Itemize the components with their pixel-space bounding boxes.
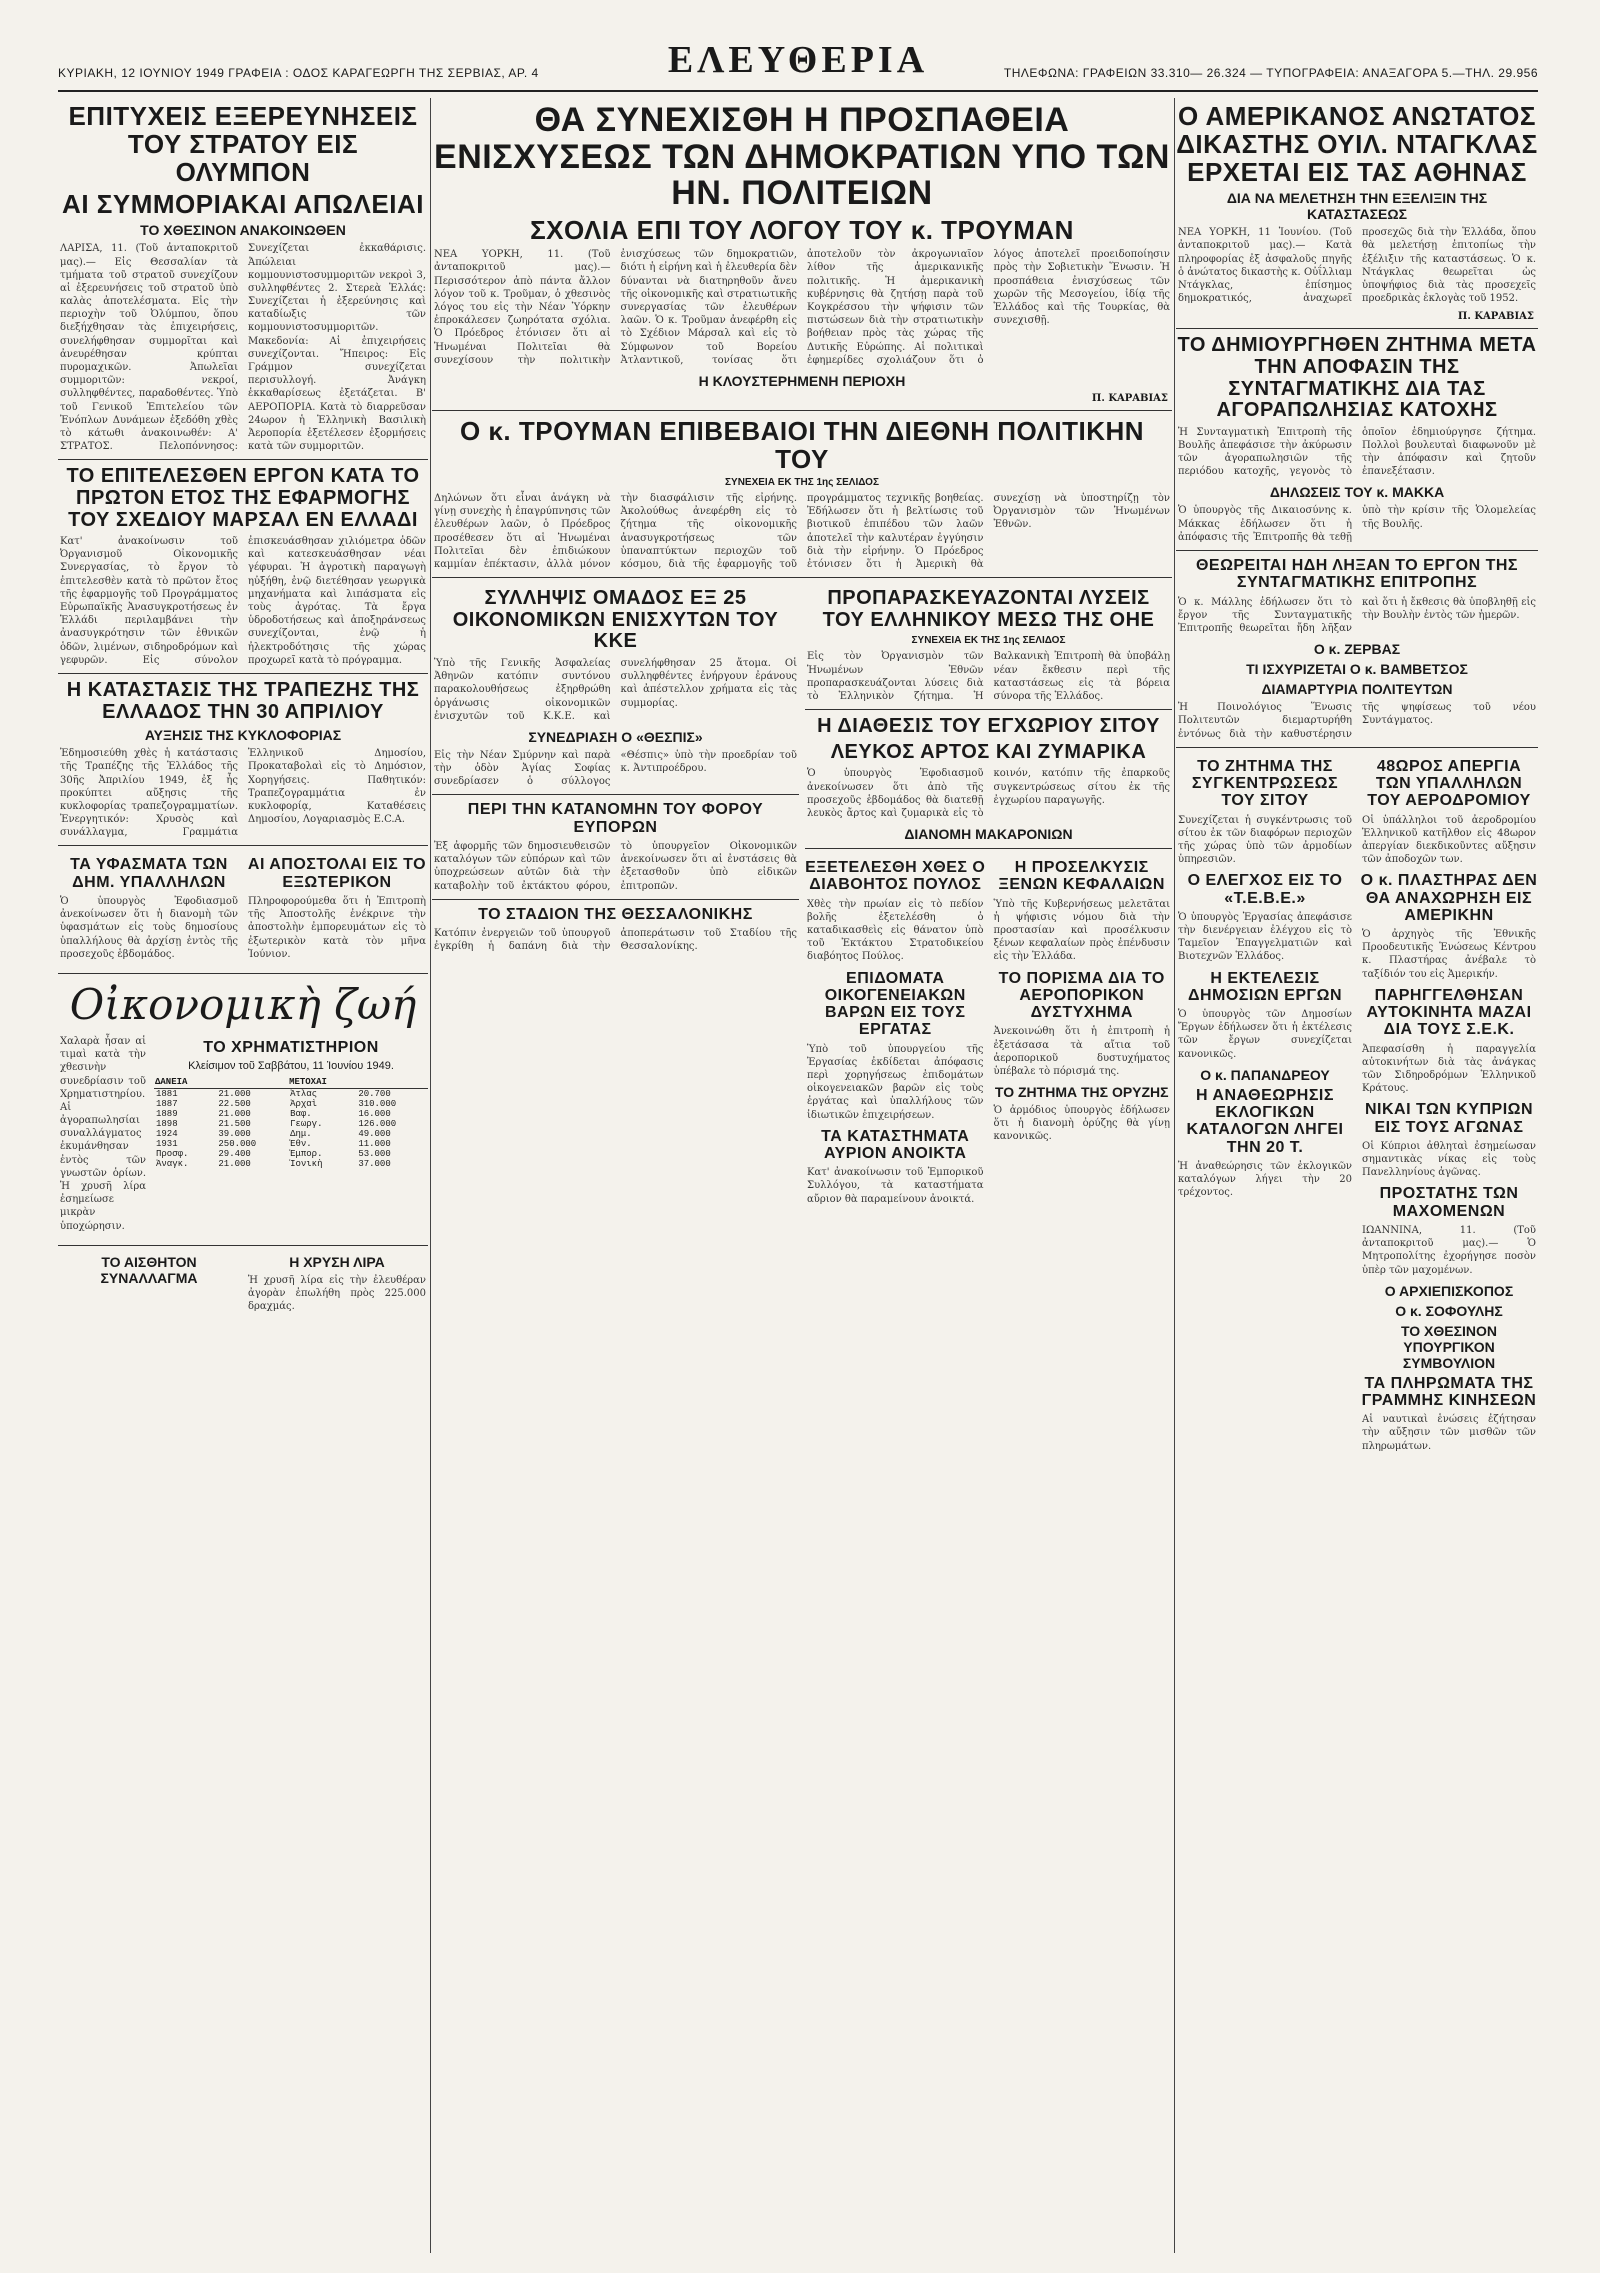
divider <box>432 410 1172 411</box>
divider <box>58 459 428 460</box>
article-text: Ὁ ὑπουργὸς Ἐφοδιασμοῦ ἀνεκοίνωσεν ὅτι ἀπὸ τῆς προσεχοῦς ἑβδομάδος θὰ διατεθῇ λευκὸς ἄρτος καὶ ζυμαρικὰ εἰς τὸ κοινόν, κατόπιν τῆς ἐπαρκοῦς συγκεντρώσεως σίτου ἐκ τῆς ἐγχωρίου παραγωγῆς. <box>807 768 1170 819</box>
masthead <box>58 38 1538 92</box>
article-text: Ὁ ἀρχηγὸς τῆς Ἐθνικῆς Προοδευτικῆς Ἑνώσεως Κέντρου κ. Πλαστήρας ἀνέβαλε τὸ ταξίδιόν του εἰς Ἀμερικήν. <box>1362 929 1536 980</box>
table-cell: Ἐθν. <box>290 1139 312 1150</box>
table-cell: 22.500 <box>218 1099 251 1110</box>
table-cell: 21.500 <box>218 1119 251 1130</box>
table-cell: Ἀρχαὶ <box>290 1099 318 1110</box>
article-text: ΝΕΑ ΥΟΡΚΗ, 11. (Τοῦ ἀνταποκριτοῦ μας).— Περισσότερον ἀπὸ πάντα ἄλλον λόγον τοῦ κ. Τροῦμαν, ὁ χθεσινὸς λόγος του εἰς τὴν Νέαν Ὑόρκην ἐπροκάλεσεν ζωηρότατα σχόλια. Ὁ Πρόεδρος ἐτόνισεν ὅτι αἱ Ἡνωμέναι Πολιτεῖαι θὰ συνεχίσουν τὴν πολιτικὴν ἐνισχύσεως τῶν δημοκρατιῶν, διότι ἡ εἰρήνη καὶ ἡ ἐλευθερία δὲν δύνανται νὰ διατηρηθοῦν ἄνευ τῆς οἰκονομικῆς καὶ στρατιωτικῆς συνεργασίας τῶν ἐλευθέρων λαῶν. Ὁ κ. Τροῦμαν ἀνεφέρθη εἰς τὸ Σχέδιον Μάρσαλ καὶ εἰς τὸ Σύμφωνον τοῦ Βορείου Ἀτλαντικοῦ, τονίσας ὅτι ἀποτελοῦν τὸν ἀκρογωνιαῖον λίθον τῆς ἀμερικανικῆς πολιτικῆς. Ἡ ἀμερικανικὴ κυβέρνησις θὰ ζητήσῃ παρὰ τοῦ Κογκρέσσου τὴν ψήφισιν τῶν πιστώσεων διὰ τὴν στρατιωτικὴν βοήθειαν πρὸς τὰς χώρας τῆς Δυτικῆς Εὐρώπης. Αἱ πολιτικαὶ ἐφημερίδες σχολιάζουν ὅτι ὁ λόγος ἀποτελεῖ προειδοποίησιν πρὸς τὴν Σοβιετικὴν Ἕνωσιν. Ἡ προσπάθεια ἐνισχύσεως τῶν χωρῶν τῆς Μεσογείου, ἰδίᾳ τῆς Ἑλλάδος καὶ τῆς Τουρκίας, θὰ συνεχισθῇ. <box>434 249 1170 366</box>
table-cell: 16.000 <box>358 1109 391 1120</box>
article-text: Ἀπεφασίσθη ἡ παραγγελία αὐτοκινήτων διὰ τὰς ἀνάγκας τῶν Σιδηροδρόμων Ἑλληνικοῦ Κράτους. <box>1362 1043 1536 1095</box>
table-cell: 1924 <box>156 1129 178 1140</box>
headline: Η ΕΚΤΕΛΕΣΙΣ ΔΗΜΟΣΙΩΝ ΕΡΓΩΝ <box>1187 969 1343 1004</box>
divider <box>1176 747 1538 748</box>
headline: ΤΟ ΔΗΜΙΟΥΡΓΗΘΕΝ ΖΗΤΗΜΑ ΜΕΤΑ ΤΗΝ ΑΠΟΦΑΣΙΝ ΤΗΣ ΣΥΝΤΑΓΜΑΤΙΚΗΣ ΔΙΑ ΤΑΣ ΑΓΟΡΑΠΩΛΗΣΙΑΣ ΚΑΤΟΧΗΣ <box>1177 334 1537 422</box>
divider <box>432 899 799 900</box>
article-text: Ὑπὸ τῆς Κυβερνήσεως μελετᾶται ἡ ψήφισις νόμου διὰ τὴν προστασίαν καὶ προσέλκυσιν ξένων κεφαλαίων πρὸς ἐπένδυσιν εἰς τὴν Ἑλλάδα. <box>993 898 1170 963</box>
dual-article-row <box>1176 754 1538 1459</box>
article-text: Ἡ Ποινολόγιος Ἕνωσις Πολιτευτῶν διεμαρτυρήθη ἐντόνως διὰ τὴν καθυστέρησιν τῆς ψηφίσεως τοῦ νέου Συντάγματος. <box>1178 702 1536 740</box>
table-header-row <box>154 1076 428 1089</box>
article-text: Συνεχίζεται ἡ συγκέντρωσις τοῦ σίτου ἐκ τῶν διαφόρων περιοχῶν τῆς χώρας ὑπὸ τῶν ἀρμοδίων ὑπηρεσιῶν. <box>1178 814 1352 866</box>
table-row <box>154 1159 428 1169</box>
divider <box>805 848 1172 849</box>
headline: ΛΕΥΚΟΣ ΑΡΤΟΣ ΚΑΙ ΖΥΜΑΡΙΚΑ <box>830 740 1147 763</box>
subheadline: ΑΥΞΗΣΙΣ ΤΗΣ ΚΥΚΛΟΦΟΡΙΑΣ <box>144 727 342 744</box>
table-cell: 39.000 <box>218 1129 251 1140</box>
column-center <box>432 98 1172 2253</box>
subheadline: Ο κ. ΣΟΦΟΥΛΗΣ <box>1395 1302 1503 1319</box>
article-text: Ὁ ὑπουργὸς τῆς Δικαιοσύνης κ. Μάκκας ἐδήλωσεν ὅτι ἡ ἀπόφασις τῆς Ἐπιτροπῆς θὰ τεθῇ ὑπὸ τὴν κρίσιν τῆς Ὁλομελείας τῆς Βουλῆς. <box>1178 505 1536 543</box>
article-text: Οἱ Κύπριοι ἀθληταὶ ἐσημείωσαν σημαντικὰς νίκας εἰς τοὺς Πανελληνίους ἀγῶνας. <box>1362 1140 1536 1179</box>
headline: Η ΑΝΑΘΕΩΡΗΣΙΣ ΕΚΛΟΓΙΚΩΝ ΚΑΤΑΛΟΓΩΝ ΛΗΓΕΙ ΤΗΝ 20 Τ. <box>1186 1086 1344 1156</box>
table-row <box>154 1119 428 1129</box>
article-text: Ὁ κ. Μάλλης ἐδήλωσεν ὅτι τὸ ἔργον τῆς Συνταγματικῆς Ἐπιτροπῆς θεωρεῖται ἤδη λῆξαν καὶ ὅτι ἡ ἔκθεσις θὰ ὑποβληθῇ εἰς τὴν Βουλὴν ἐντὸς τῶν ἡμερῶν. <box>1178 596 1536 634</box>
article-text: Κατ' ἀνακοίνωσιν τοῦ Ἐμπορικοῦ Συλλόγου, τὰ καταστήματα αὔριον θὰ παραμείνουν ἀνοικτά. <box>807 1167 984 1205</box>
headline: Η ΠΡΟΣΕΛΚΥΣΙΣ ΞΕΝΩΝ ΚΕΦΑΛΑΙΩΝ <box>998 859 1165 894</box>
article-text: Κατ' ἀνακοίνωσιν τοῦ Ὀργανισμοῦ Οἰκονομικῆς Συνεργασίας, τὸ ἔργον τὸ ἐπιτελεσθὲν κατὰ τὸ πρῶτον ἔτος τῆς ἐφαρμογῆς τοῦ Προγράμματος Εὐρωπαϊκῆς Ἀνασυγκροτήσεως ἐν Ἑλλάδι περιλαμβάνει τὴν ἀνασυγκρότησιν τῶν ἐθνικῶν ὁδῶν, λιμένων, σιδηροδρόμων καὶ γεφυρῶν. Εἰς σύνολον ἐπισκευάσθησαν χιλιόμετρα ὁδῶν καὶ κατεσκευάσθησαν νέαι γέφυραι. Ἡ ἀγροτικὴ παραγωγὴ ηὐξήθη, ἐνῷ διετέθησαν γεωργικὰ μηχανήματα καὶ λιπάσματα εἰς τοὺς ἀγρότας. Τὰ ἔργα ὑδροδοτήσεως καὶ ἀποξηράνσεως συνεχίζονται, ἐνῷ ἡ ἠλεκτροδότησις τῆς χώρας προχωρεῖ κατὰ τὸ πρόγραμμα. <box>60 536 426 666</box>
article-text: Ὑπὸ τοῦ ὑπουργείου τῆς Ἐργασίας ἐκδίδεται ἀπόφασις περὶ χορηγήσεως ἐπιδομάτων οἰκογενειακῶν βαρῶν εἰς τοὺς ἐργάτας καὶ ὑπαλλήλους τῶν ἰδιωτικῶν ἐπιχειρήσεων. <box>807 1043 984 1121</box>
headline: ΠΑΡΗΓΓΕΛΘΗΣΑΝ ΑΥΤΟΚΙΝΗΤΑ ΜΑΖΑΙ ΔΙΑ ΤΟΥΣ Σ.Ε.Κ. <box>1366 986 1532 1039</box>
continuation-note: ΣΥΝΕΧΕΙΑ ΕΚ ΤΗΣ 1ης ΣΕΛΙΔΟΣ <box>911 635 1066 647</box>
subheadline: ΤΟ ΧΘΕΣΙΝΟΝ ΥΠΟΥΡΓΙΚΟΝ ΣΥΜΒΟΥΛΙΟΝ <box>1400 1322 1498 1371</box>
table-header <box>216 1076 288 1089</box>
masthead-left: ΚΥΡΙΑΚΗ, 12 ΙΟΥΝΙΟΥ 1949 ΓΡΑΦΕΙΑ : ΟΔΟΣ ΚΑΡΑΓΕΩΡΓΗ ΤΗΣ ΣΕΡΒΙΑΣ, ΑΡ. 4 <box>58 66 539 80</box>
article-text: Ἡ χρυσῆ λίρα εἰς τὴν ἐλευθέραν ἀγορὰν ἐπωλήθη πρὸς 225.000 δραχμάς. <box>248 1274 426 1313</box>
table-header: ΔΑΝΕΙΑ <box>154 1076 216 1089</box>
article-text: ΝΕΑ ΥΟΡΚΗ, 11 Ἰουνίου. (Τοῦ ἀνταποκριτοῦ μας).— Κατὰ πληροφορίας ἐξ ἀσφαλοῦς πηγῆς ὁ ἀνώτατος δικαστὴς κ. Οὐΐλλιαμ Ντάγκλας, ἐπίσημος δημοκρατικός, ἀναχωρεῖ προσεχῶς διὰ τὴν Ἑλλάδα, ὅπου θὰ μελετήσῃ ἐπιτοπίως τὴν ἐξέλιξιν τῆς καταστάσεως. Ὁ κ. Ντάγκλας θεωρεῖται ὡς ὑποψήφιος διὰ τὰς προσεχεῖς προεδρικὰς ἐκλογὰς τοῦ 1952. <box>1178 227 1536 305</box>
headline: ΠΡΟΠΑΡΑΣΚΕΥΑΖΟΝΤΑΙ ΛΥΣΕΙΣ ΤΟΥ ΕΛΛΗΝΙΚΟΥ ΜΕΣΩ ΤΗΣ ΟΗΕ <box>822 587 1155 631</box>
table-cell: Βαφ. <box>290 1109 312 1120</box>
table-cell: 37.000 <box>358 1159 391 1170</box>
dual-article-row <box>58 1252 428 1320</box>
subheadline: Ο κ. ΠΑΠΑΝΔΡΕΟΥ <box>1200 1066 1330 1083</box>
article-text: Ὁ ἀρμόδιος ὑπουργὸς ἐδήλωσεν ὅτι ἡ διανομὴ ὀρύζης θὰ γίνῃ κανονικῶς. <box>993 1105 1170 1143</box>
column-left <box>58 98 428 2253</box>
table-cell: 1887 <box>156 1099 178 1110</box>
subheadline: ΤΟ ΖΗΤΗΜΑ ΤΗΣ ΟΡΥΖΗΣ <box>994 1084 1169 1101</box>
headline: ΤΑ ΥΦΑΣΜΑΤΑ ΤΩΝ ΔΗΜ. ΥΠΑΛΛΗΛΩΝ <box>70 856 228 891</box>
byline: Π. ΚΑΡΑΒΙΑΣ <box>1457 311 1534 323</box>
table-cell: 20.700 <box>358 1089 391 1100</box>
table-cell: 21.000 <box>218 1089 251 1100</box>
subheadline: ΔΗΛΩΣΕΙΣ ΤΟΥ κ. ΜΑΚΚΑ <box>1269 484 1445 501</box>
stock-table <box>154 1076 428 1169</box>
table-cell: 21.000 <box>218 1159 251 1170</box>
article-text: Ἡ ἀναθεώρησις τῶν ἐκλογικῶν καταλόγων λήγει τὴν 20 τρέχοντος. <box>1178 1160 1352 1199</box>
headline: ΤΟ ΕΠΙΤΕΛΕΣΘΕΝ ΕΡΓΟΝ ΚΑΤΑ ΤΟ ΠΡΩΤΟΝ ΕΤΟΣ ΤΗΣ ΕΦΑΡΜΟΓΗΣ ΤΟΥ ΣΧΕΔΙΟΥ ΜΑΡΣΑΛ ΕΝ ΕΛΛΑΔΙ <box>66 465 420 531</box>
table-cell: 250.000 <box>218 1139 257 1150</box>
article-text: Αἱ ναυτικαὶ ἑνώσεις ἐζήτησαν τὴν αὔξησιν τῶν μισθῶν τῶν πληρωμάτων. <box>1362 1414 1536 1452</box>
table-cell: Ἀτλας <box>290 1089 318 1100</box>
headline: ΕΠΙΤΥΧΕΙΣ ΕΞΕΡΕΥΝΗΣΕΙΣ ΤΟΥ ΣΤΡΑΤΟΥ ΕΙΣ ΟΛΥΜΠΟΝ <box>68 101 418 188</box>
headline: ΕΠΙΔΟΜΑΤΑ ΟΙΚΟΓΕΝΕΙΑΚΩΝ ΒΑΡΩΝ ΕΙΣ ΤΟΥΣ ΕΡΓΑΤΑΣ <box>824 969 966 1039</box>
dual-article-row <box>432 584 1172 1212</box>
subheadline: Ο ΑΡΧΙΕΠΙΣΚΟΠΟΣ <box>1384 1282 1514 1299</box>
headline: ΠΕΡΙ ΤΗΝ ΚΑΤΑΝΟΜΗΝ ΤΟΥ ΦΟΡΟΥ ΕΥΠΟΡΩΝ <box>467 801 764 836</box>
divider <box>58 973 428 974</box>
headline: ΑΙ ΑΠΟΣΤΟΛΑΙ ΕΙΣ ΤΟ ΕΞΩΤΕΡΙΚΟΝ <box>247 856 427 891</box>
headline: ΤΟ ΣΤΑΔΙΟΝ ΤΗΣ ΘΕΣΣΑΛΟΝΙΚΗΣ <box>478 905 753 923</box>
table-header <box>356 1076 428 1089</box>
economy-row <box>58 1035 428 1239</box>
table-cell: 11.000 <box>358 1139 391 1150</box>
headline: Η ΚΑΤΑΣΤΑΣΙΣ ΤΗΣ ΤΡΑΠΕΖΗΣ ΤΗΣ ΕΛΛΑΔΟΣ ΤΗΝ 30 ΑΠΡΙΛΙΟΥ <box>66 678 420 723</box>
table-cell: Γεωργ. <box>290 1119 323 1130</box>
subheadline: Ο κ. ΖΕΡΒΑΣ <box>1313 641 1401 658</box>
headline: ΤΟ ΖΗΤΗΜΑ ΤΗΣ ΣΥΓΚΕΝΤΡΩΣΕΩΣ ΤΟΥ ΣΙΤΟΥ <box>1191 757 1339 810</box>
article-text: Ὁ ὑπουργὸς Ἐργασίας ἀπεφάσισε τὴν διενέργειαν ἐλέγχου εἰς τὸ Ταμεῖον Ἐπαγγελματιῶν καὶ Βιοτεχνῶν Ἑλλάδος. <box>1178 911 1352 963</box>
subheadline: ΤΟ ΧΘΕΣΙΝΟΝ ΑΝΑΚΟΙΝΩΘΕΝ <box>140 222 346 239</box>
headline: ΘΕΩΡΕΙΤΑΙ ΗΔΗ ΛΗΞΑΝ ΤΟ ΕΡΓΟΝ ΤΗΣ ΣΥΝΤΑΓΜΑΤΙΚΗΣ ΕΠΙΤΡΟΠΗΣ <box>1195 557 1518 592</box>
table-cell: Ἀναγκ. <box>156 1159 189 1170</box>
headline: ΤΑ ΚΑΤΑΣΤΗΜΑΤΑ ΑΥΡΙΟΝ ΑΝΟΙΚΤΑ <box>821 1127 970 1162</box>
subheadline: ΤΟ ΑΙΣΘΗΤΟΝ ΣΥΝΑΛΛΑΓΜΑ <box>100 1253 198 1286</box>
subheadline: Η ΧΡΥΣΗ ΛΙΡΑ <box>289 1253 385 1270</box>
table-cell: 1881 <box>156 1089 178 1100</box>
subheadline: ΤΙ ΙΣΧΥΡΙΖΕΤΑΙ Ο κ. ΒΑΜΒΕΤΣΟΣ <box>1246 661 1468 678</box>
subheadline: ΔΙΑΜΑΡΤΥΡΙΑ ΠΟΛΙΤΕΥΤΩΝ <box>1261 681 1453 698</box>
column-divider <box>1174 98 1175 2253</box>
article-text: Πληροφορούμεθα ὅτι ἡ Ἐπιτροπὴ τῆς Ἀποστολῆς ἐνέκρινε τὴν ἀποστολὴν ἐμπορευμάτων εἰς τὸ ἐξωτερικὸν κατὰ τὸν μῆνα Ἰούνιον. <box>248 896 426 960</box>
column-divider <box>430 98 431 2253</box>
subheadline: Η ΚΛΟΥΣΤΕΡΗΜΕΝΗ ΠΕΡΙΟΧΗ <box>698 372 906 389</box>
masthead-right: ΤΗΛΕΦΩΝΑ: ΓΡΑΦΕΙΩΝ 33.310— 26.324 — ΤΥΠΟΓΡΑΦΕΙΑ: ΑΝΑΞΑΓΟΡΑ 5.—ΤΗΛ. 29.956 <box>1003 66 1538 80</box>
table-cell: 53.000 <box>358 1149 391 1160</box>
table-cell: 1931 <box>156 1139 178 1150</box>
divider <box>432 577 1172 578</box>
headline: Ο ΕΛΕΓΧΟΣ ΕΙΣ ΤΟ «Τ.Ε.Β.Ε.» <box>1187 872 1343 907</box>
divider <box>1176 328 1538 329</box>
article-text: Εἰς τὸν Ὀργανισμὸν τῶν Ἡνωμένων Ἐθνῶν προπαρασκευάζονται λύσεις διὰ τὸ Ἑλληνικὸν ζήτημα. Ἡ Βαλκανικὴ Ἐπιτροπὴ θὰ ὑποβάλῃ νέαν ἔκθεσιν περὶ τῆς καταστάσεως εἰς τὰ βόρεια σύνορα τῆς Ἑλλάδος. <box>807 651 1170 702</box>
subheadline: ΔΙΑΝΟΜΗ ΜΑΚΑΡΟΝΙΩΝ <box>904 826 1073 843</box>
article-text: Ἡ Συνταγματικὴ Ἐπιτροπὴ τῆς Βουλῆς ἀπεφάσισε τὴν ἀκύρωσιν τῶν ἀγοραπωλησιῶν τῆς περιόδου κατοχῆς, γεγονὸς τὸ ὁποῖον ἐδημιούργησε ζήτημα. Πολλοὶ βουλευταὶ διαφωνοῦν μὲ τὴν ἀπόφασιν καὶ ζητοῦν ἐπανεξέτασιν. <box>1178 426 1536 478</box>
table-row <box>154 1109 428 1119</box>
table-cell: 29.400 <box>218 1149 251 1160</box>
headline: ΝΙΚΑΙ ΤΩΝ ΚΥΠΡΙΩΝ ΕΙΣ ΤΟΥΣ ΑΓΩΝΑΣ <box>1364 1101 1534 1136</box>
article-text: ΙΩΑΝΝΙΝΑ, 11. (Τοῦ ἀνταποκριτοῦ μας).— Ὁ Μητροπολίτης ἐχορήγησε ποσὸν ὑπὲρ τῶν μαχομένων. <box>1362 1224 1536 1276</box>
headline: ΤΟ ΠΟΡΙΣΜΑ ΔΙΑ ΤΟ ΑΕΡΟΠΟΡΙΚΟΝ ΔΥΣΤΥΧΗΜΑ <box>998 969 1165 1022</box>
table-cell: 310.000 <box>358 1099 397 1110</box>
headline: 48ΩΡΟΣ ΑΠΕΡΓΙΑ ΤΩΝ ΥΠΑΛΛΗΛΩΝ ΤΟΥ ΑΕΡΟΔΡΟΜΙΟΥ <box>1367 757 1531 810</box>
article-text: Δηλώνων ὅτι εἶναι ἀνάγκη νὰ γίνῃ συνεχὴς ἡ ἐπαγρύπνησις τῶν ἐλευθέρων λαῶν, ὁ Πρόεδρος προσέθεσεν ὅτι αἱ Ἡνωμέναι Πολιτεῖαι δὲν ἐπιδιώκουν καμμίαν ἐπέκτασιν, ἀλλὰ μόνον τὴν διασφάλισιν τῆς εἰρήνης. Ἀκολούθως ἀνεφέρθη εἰς τὸ ζήτημα τῆς οἰκονομικῆς ἀνασυγκροτήσεως τῶν ὑπαναπτύκτων περιοχῶν τοῦ κόσμου, διὰ τῆς ἐφαρμογῆς τοῦ προγράμματος τεχνικῆς βοηθείας. Ἐδήλωσεν ὅτι ἡ βελτίωσις τοῦ βιοτικοῦ ἐπιπέδου τῶν λαῶν ἀποτελεῖ τὴν καλυτέραν ἐγγύησιν διὰ τὴν εἰρήνην. Ὁ Πρόεδρος ἐτόνισεν ὅτι ἡ Ἀμερικὴ θὰ συνεχίσῃ νὰ ὑποστηρίζῃ τὸν Ὀργανισμὸν τῶν Ἡνωμένων Ἐθνῶν. <box>434 493 1170 571</box>
headline: ΣΧΟΛΙΑ ΕΠΙ ΤΟΥ ΛΟΓΟΥ ΤΟΥ κ. ΤΡΟΥΜΑΝ <box>530 215 1074 246</box>
table-cell: 1889 <box>156 1109 178 1120</box>
headline: Η ΔΙΑΘΕΣΙΣ ΤΟΥ ΕΓΧΩΡΙΟΥ ΣΙΤΟΥ <box>817 715 1160 738</box>
article-text: Κατόπιν ἐνεργειῶν τοῦ ὑπουργοῦ ἐγκρίθη ἡ δαπάνη διὰ τὴν ἀποπεράτωσιν τοῦ Σταδίου τῆς Θεσσαλονίκης. <box>434 928 797 953</box>
headline: ΤΑ ΠΛΗΡΩΜΑΤΑ ΤΗΣ ΓΡΑΜΜΗΣ ΚΙΝΗΣΕΩΝ <box>1361 1374 1537 1409</box>
article-text: Χθὲς τὴν πρωίαν εἰς τὸ πεδίον βολῆς ἐξετελέσθη ὁ καταδικασθεὶς εἰς θάνατον ὑπὸ τοῦ Ἐκτάκτου Στρατοδικείου διαβόητος Πούλος. <box>807 898 984 963</box>
headline: ΤΟ ΧΡΗΜΑΤΙΣΤΗΡΙΟΝ <box>203 1038 379 1056</box>
table-cell: Ἐμπορ. <box>290 1149 323 1160</box>
article-text: Ἐξ ἀφορμῆς τῶν δημοσιευθεισῶν καταλόγων τῶν εὐπόρων καὶ τῶν ὑποχρεώσεων αὐτῶν διὰ τὴν καταβολὴν τοῦ ἐκτάκτου φόρου, τὸ ὑπουργεῖον Οἰκονομικῶν ἀνεκοίνωσεν ὅτι αἱ ἐνστάσεις θὰ ἐξετασθοῦν ὑπὸ εἰδικῶν ἐπιτροπῶν. <box>434 841 797 892</box>
table-cell: Δημ. <box>290 1129 312 1140</box>
dual-article-row <box>58 852 428 966</box>
subheadline: ΣΥΝΕΔΡΙΑΣΗ Ο «ΘΕΣΠΙΣ» <box>528 728 703 745</box>
table-row <box>154 1089 428 1100</box>
byline: Π. ΚΑΡΑΒΙΑΣ <box>1091 392 1168 404</box>
headline: ΕΞΕΤΕΛΕΣΘΗ ΧΘΕΣ Ο ΔΙΑΒΟΗΤΟΣ ΠΟΥΛΟΣ <box>805 859 986 894</box>
column-right <box>1176 98 1538 2253</box>
article-text: Ὑπὸ τῆς Γενικῆς Ἀσφαλείας Ἀθηνῶν κατόπιν συντόνου παρακολουθήσεως ἐξηρθρώθη ὀργάνωσις οἰκονομικῶν ἐνισχυτῶν τοῦ Κ.Κ.Ε. καὶ συνελήφθησαν 25 ἄτομα. Οἱ συλληφθέντες ἐνήργουν ἐράνους καὶ ἀπέστελλον χρήματα εἰς τὰς συμμορίας. <box>434 657 797 722</box>
headline: Ο ΑΜΕΡΙΚΑΝΟΣ ΑΝΩΤΑΤΟΣ ΔΙΚΑΣΤΗΣ ΟΥΙΛ. ΝΤΑΓΚΛΑΣ ΕΡΧΕΤΑΙ ΕΙΣ ΤΑΣ ΑΘΗΝΑΣ <box>1176 101 1538 188</box>
article-text: Ἀνεκοινώθη ὅτι ἡ ἐπιτροπὴ ἡ ἐξετάσασα τὰ αἴτια τοῦ ἀεροπορικοῦ δυστυχήματος ὑπέβαλε τὸ πόρισμά της. <box>993 1026 1170 1077</box>
article-text: ΛΑΡΙΣΑ, 11. (Τοῦ ἀνταποκριτοῦ μας).— Εἰς Θεσσαλίαν τὰ τμήματα τοῦ στρατοῦ συνεχίζουν αἱ ἐξερευνήσεις τοῦ στρατοῦ ὑπὸ καλὰς ἀποτελέσματα. Εἰς τὴν περιοχὴν τοῦ Ὀλύμπου, ὅπου διεξήχθησαν τὰς ἐπιχειρήσεις, συνελήφθησαν συμμορῖται καὶ ἀνευρέθησαν κρύπται πυρομαχικῶν. Ἀπωλεῖαι συμμοριτῶν: νεκροί, συλληφθέντες, παραδοθέντες. Ὑπὸ τοῦ Γενικοῦ Ἐπιτελείου τῶν Ἐνόπλων Δυνάμεων ἐξεδόθη χθὲς τὸ κάτωθι ἀνακοινωθέν: Α' ΣΤΡΑΤΟΣ. Πελοπόννησος: Συνεχίζεται ἐκκαθάρισις. Ἀπώλειαι κομμουνιστοσυμμοριτῶν νεκροὶ 3, συλληφθέντες 2. Στερεὰ Ἑλλάς: Συνεχίζεται ἡ ἐξερεύνησις καὶ καταδίωξις τῶν κομμουνιστοσυμμοριτῶν. Μακεδονία: Αἱ ἐπιχειρήσεις συνεχίζονται. Ἤπειρος: Εἰς Γράμμον συνεχίζεται περισυλλογή. Ἀνάγκη ἑκκαθαρίσεως ἐξετάζεται. Β' ΑΕΡΟΠΟΡΙΑ. Κατὰ τὸ διαρρεῦσαν 24ωρον ἡ Ἑλληνικὴ Βασιλικὴ Ἀεροπορία ἐξετέλεσεν ἐξορμήσεις κατὰ τῶν συμμοριτῶν. <box>60 243 426 453</box>
headline: ΠΡΟΣΤΑΤΗΣ ΤΩΝ ΜΑΧΟΜΕΝΩΝ <box>1379 1185 1519 1220</box>
article-text: Ὁ ὑπουργὸς Ἐφοδιασμοῦ ἀνεκοίνωσεν ὅτι ἡ διανομὴ τῶν ὑφασμάτων εἰς τοὺς δημοσίους ὑπαλλήλους θὰ ἀρχίσῃ ἐντὸς τῆς προσεχοῦς ἑβδομάδος. <box>60 896 238 960</box>
article-text: Ἐδημοσιεύθη χθὲς ἡ κατάστασις τῆς Τραπέζης τῆς Ἑλλάδος τῆς 30ῆς Ἀπριλίου 1949, ἐξ ἧς προκύπτει αὔξησις τῆς κυκλοφορίας τραπεζογραμματίων. Ἐνεργητικόν: Χρυσὸς καὶ συνάλλαγμα, Γραμμάτια Ἑλληνικοῦ Δημοσίου, Προκαταβολαὶ εἰς τὸ Δημόσιον, Χορηγήσεις. Παθητικόν: Τραπεζογραμμάτια ἐν κυκλοφορίᾳ, Καταθέσεις Δημοσίου, Λογαριασμὸς E.C.A. <box>60 748 426 839</box>
article-text: Εἰς τὴν Νέαν Σμύρνην καὶ παρὰ τὴν ὁδὸν Ἀγίας Σοφίας συνεδρίασεν ὁ σύλλογος «Θέσπις» ὑπὸ τὴν προεδρίαν τοῦ κ. Ἀντιπροέδρου. <box>434 749 797 788</box>
article-text: Οἱ ὑπάλληλοι τοῦ ἀεροδρομίου Ἑλληνικοῦ κατῆλθον εἰς 48ωρον ἀπεργίαν διεκδικοῦντες αὔξησιν τῶν ἀποδοχῶν των. <box>1362 814 1536 866</box>
table-row <box>154 1129 428 1139</box>
section-title: Οἰκονομικὴ ζωή <box>69 979 417 1029</box>
continuation-note: ΣΥΝΕΧΕΙΑ ΕΚ ΤΗΣ 1ης ΣΕΛΙΔΟΣ <box>725 477 879 489</box>
article-text: Χαλαρὰ ἦσαν αἱ τιμαὶ κατὰ τὴν χθεσινὴν συνεδρίασιν τοῦ Χρηματιστηρίου. Αἱ ἀγοραπωλησίαι συναλλάγματος ἐκυμάνθησαν ἐντὸς τῶν γνωστῶν ὁρίων. Ἡ χρυσῆ λίρα ἐσημείωσε μικρὰν ὑποχώρησιν. <box>60 1035 146 1232</box>
divider <box>432 794 799 795</box>
table-cell: 1898 <box>156 1119 178 1130</box>
table-cell: 21.000 <box>218 1109 251 1120</box>
table-row <box>154 1149 428 1159</box>
table-row <box>154 1099 428 1109</box>
table-header: ΜΕΤΟΧΑΙ <box>288 1076 356 1089</box>
table-cell: Ἰονικὴ <box>290 1159 323 1170</box>
article-text: Ὁ ὑπουργὸς τῶν Δημοσίων Ἔργων ἐδήλωσεν ὅτι ἡ ἐκτέλεσις τῶν ἔργων συνεχίζεται κανονικῶς. <box>1178 1009 1352 1060</box>
headline: ΣΥΛΛΗΨΙΣ ΟΜΑΔΟΣ ΕΞ 25 ΟΙΚΟΝΟΜΙΚΩΝ ΕΝΙΣΧΥΤΩΝ ΤΟΥ ΚΚΕ <box>452 587 779 653</box>
divider <box>58 845 428 846</box>
divider <box>58 673 428 674</box>
table-cell: 126.000 <box>358 1119 397 1130</box>
table-cell: 49.000 <box>358 1129 391 1140</box>
newspaper-title: ΕΛΕΥΘΕΡΙΑ <box>667 39 929 81</box>
table-row <box>154 1139 428 1149</box>
headline: Ο κ. ΠΛΑΣΤΗΡΑΣ ΔΕΝ ΘΑ ΑΝΑΧΩΡΗΣΗ ΕΙΣ ΑΜΕΡΙΚΗΝ <box>1360 872 1538 924</box>
headline: ΘΑ ΣΥΝΕΧΙΣΘΗ Η ΠΡΟΣΠΑΘΕΙΑ ΕΝΙΣΧΥΣΕΩΣ ΤΩΝ ΔΗΜΟΚΡΑΤΙΩΝ ΥΠΟ ΤΩΝ ΗΝ. ΠΟΛΙΤΕΙΩΝ <box>434 101 1170 213</box>
subheadline: ΔΙΑ ΝΑ ΜΕΛΕΤΗΣΗ ΤΗΝ ΕΞΕΛΙΞΙΝ ΤΗΣ ΚΑΤΑΣΤΑΣΕΩΣ <box>1226 190 1488 223</box>
subheadline: Κλείσιμον τοῦ Σαββάτου, 11 Ἰουνίου 1949. <box>188 1060 394 1073</box>
divider <box>58 1245 428 1246</box>
headline: ΑΙ ΣΥΜΜΟΡΙΑΚΑΙ ΑΠΩΛΕΙΑΙ <box>62 189 424 220</box>
divider <box>1176 550 1538 551</box>
headline: Ο κ. ΤΡΟΥΜΑΝ ΕΠΙΒΕΒΑΙΟΙ ΤΗΝ ΔΙΕΘΝΗ ΠΟΛΙΤΙΚΗΝ ΤΟΥ <box>459 415 1145 474</box>
table-cell: Προσφ. <box>156 1149 189 1160</box>
dual-article-row <box>805 855 1172 1212</box>
divider <box>805 709 1172 710</box>
